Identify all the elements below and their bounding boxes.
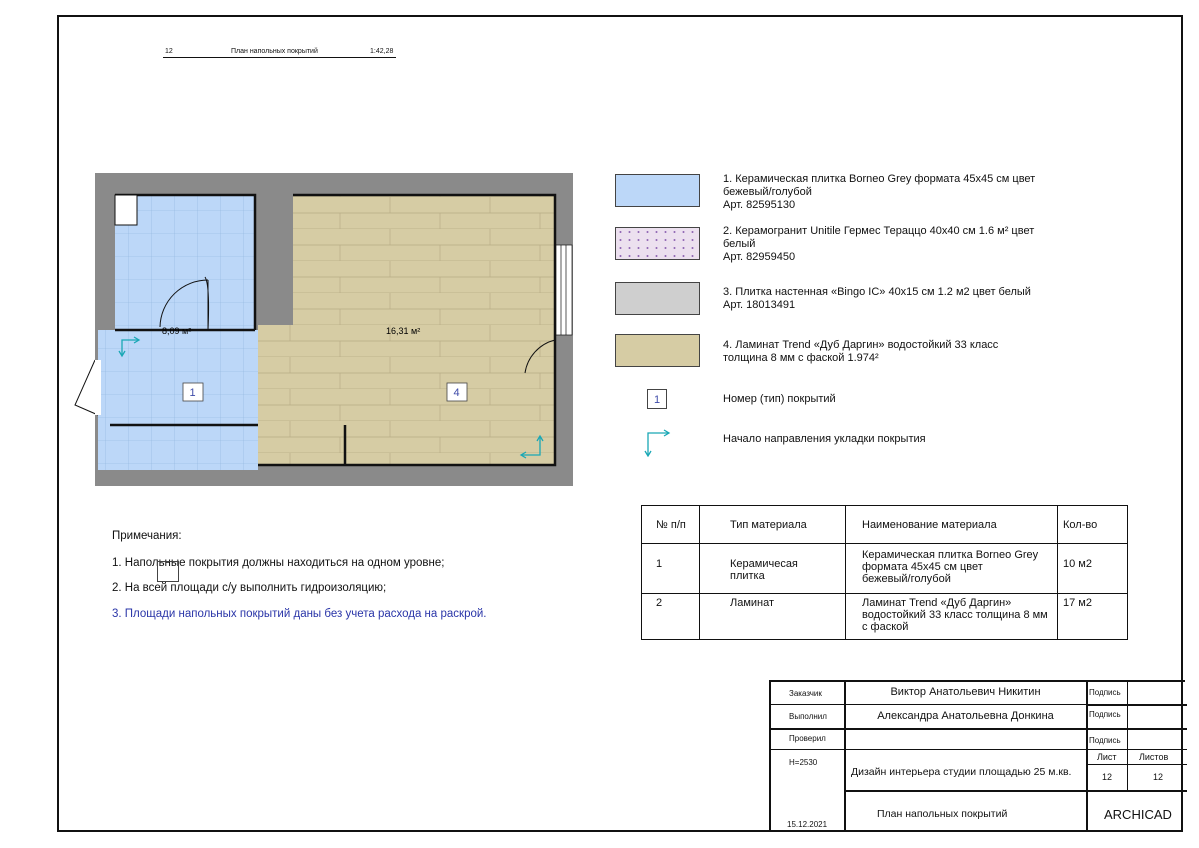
tb-project: Дизайн интерьера студии площадью 25 м.кв. xyxy=(851,766,1072,778)
sheet-header-number: 12 xyxy=(165,48,173,55)
legend-item-2-line2: белый xyxy=(723,238,756,250)
tb-customer-label: Заказчик xyxy=(789,689,822,698)
floor-plan xyxy=(60,165,580,495)
legend-arrow-icon xyxy=(640,425,674,457)
tb-drawing: План напольных покрытий xyxy=(877,808,1008,820)
legend-item-1 xyxy=(723,173,1073,212)
tb-sheet: 12 xyxy=(1102,772,1113,782)
row-1-type xyxy=(700,544,846,594)
sheet-header-underline xyxy=(163,57,396,58)
legend-item-4-line1: 4. Ламинат Trend «Дуб Даргин» водостойкий 33 класс xyxy=(723,339,999,351)
row-1-type-line1: Керамичесая xyxy=(730,558,798,570)
row-2-num: 2 xyxy=(642,594,700,640)
tb-sign-1: Подпись xyxy=(1089,688,1121,697)
col-num-header: № п/п xyxy=(642,506,700,544)
tb-sign-2: Подпись xyxy=(1089,710,1121,719)
room-tag-bath xyxy=(183,383,203,401)
col-name-header: Наименование материала xyxy=(846,506,1058,544)
tb-line xyxy=(771,728,1187,730)
legend-item-5: Номер (тип) покрытий xyxy=(723,393,836,405)
window xyxy=(556,245,572,335)
room-tag-living-label: 4 xyxy=(453,387,460,399)
legend-item-2 xyxy=(723,225,1073,264)
row-2-qty: 17 м2 xyxy=(1058,594,1128,640)
tb-date: 15.12.2021 xyxy=(787,820,828,829)
row-1-qty: 10 м2 xyxy=(1058,544,1128,594)
row-1-name-line1: Керамическая плитка Borneo Grey xyxy=(862,549,1039,561)
legend-item-1-line2: бежевый/голубой xyxy=(723,186,812,198)
legend-item-1-line3: Арт. 82595130 xyxy=(723,199,796,211)
tb-line xyxy=(845,790,1187,792)
tb-line xyxy=(1127,682,1128,790)
tb-performer: Александра Анатольевна Донкина xyxy=(877,710,1054,722)
row-2-name-line3: с фаской xyxy=(862,621,909,633)
entrance-gap xyxy=(95,360,101,415)
tb-line xyxy=(844,682,846,832)
row-2-type-line1: Ламинат xyxy=(730,597,775,609)
row-1-type-line2: плитка xyxy=(730,570,765,582)
note-3: 3. Площади напольных покрытий даны без учета расхода на раскрой. xyxy=(112,608,487,620)
row-1-name xyxy=(846,544,1058,594)
col-qty-header: Кол-во xyxy=(1058,506,1128,544)
room-area-bath: 8,09 м² xyxy=(162,326,192,336)
legend-item-2-line1: 2. Керамогранит Unitile Гермес Тераццо 40x40 см 1.6 м² цвет xyxy=(723,225,1035,237)
tb-line xyxy=(1087,704,1187,706)
row-1-name-line3: бежевый/голубой xyxy=(862,573,951,585)
table-row xyxy=(642,594,1128,640)
tb-customer: Виктор Анатольевич Никитин xyxy=(890,686,1041,698)
row-2-name-line2: водостойкий 33 класс толщина 8 мм xyxy=(862,609,1048,621)
legend-item-3-line2: Арт. 18013491 xyxy=(723,299,796,311)
row-2-name xyxy=(846,594,1058,640)
tb-sheets-label: Листов xyxy=(1139,752,1169,762)
legend-swatch-3 xyxy=(615,282,700,315)
tb-checker-label: Проверил xyxy=(789,734,826,743)
room-area-living: 16,31 м² xyxy=(386,326,421,336)
materials-table xyxy=(641,505,1128,640)
row-1-name-line2: формата 45x45 см цвет xyxy=(862,561,983,573)
tb-software: ARCHICAD xyxy=(1104,807,1172,822)
materials-table-header xyxy=(642,506,1128,544)
legend-item-6: Начало направления укладки покрытия xyxy=(723,433,926,445)
bath-fixture xyxy=(115,195,137,225)
legend-item-3 xyxy=(723,286,1073,312)
table-row xyxy=(642,544,1128,594)
row-2-name-line1: Ламинат Trend «Дуб Даргин» xyxy=(862,597,1012,609)
legend-item-1-line1: 1. Керамическая плитка Borneo Grey формата 45x45 см цвет xyxy=(723,173,1036,185)
living-floor-ext xyxy=(258,325,293,465)
tb-line xyxy=(1086,682,1088,832)
note-marker-box xyxy=(157,561,179,582)
row-1-num: 1 xyxy=(642,544,700,594)
legend-swatch-1 xyxy=(615,174,700,207)
legend-item-3-line1: 3. Плитка настенная «Bingo IC» 40x15 см 1.2 м2 цвет белый xyxy=(723,286,1031,298)
tb-line xyxy=(771,704,1087,705)
tb-performer-label: Выполнил xyxy=(789,712,827,721)
col-type-header: Тип материала xyxy=(700,506,846,544)
legend-swatch-4 xyxy=(615,334,700,367)
room-tag-bath-label: 1 xyxy=(189,387,196,399)
tb-line xyxy=(1087,764,1187,765)
legend-item-4 xyxy=(723,339,1073,365)
tb-code: Н=2530 xyxy=(789,758,818,767)
tb-sheets: 12 xyxy=(1153,772,1164,782)
tb-sign-3: Подпись xyxy=(1089,736,1121,745)
note-2: 2. На всей площади с/у выполнить гидроизоляцию; xyxy=(112,582,387,594)
tb-sheet-label: Лист xyxy=(1097,752,1117,762)
legend-tag-sample: 1 xyxy=(647,389,667,409)
living-floor xyxy=(293,195,555,465)
legend-swatch-2 xyxy=(615,227,700,260)
room-tag-living xyxy=(447,383,467,401)
title-block xyxy=(769,680,1185,832)
note-1: 1. Напольные покрытия должны находиться на одном уровне; xyxy=(112,557,445,569)
row-2-type xyxy=(700,594,846,640)
tb-line xyxy=(771,749,1187,750)
legend-item-4-line2: толщина 8 мм с фаской 1.974² xyxy=(723,352,879,364)
sheet-header-title: План напольных покрытий xyxy=(231,48,318,55)
notes-title: Примечания: xyxy=(112,530,182,542)
sheet-header-scale: 1:42,28 xyxy=(370,48,394,55)
legend-item-2-line3: Арт. 82959450 xyxy=(723,251,796,263)
